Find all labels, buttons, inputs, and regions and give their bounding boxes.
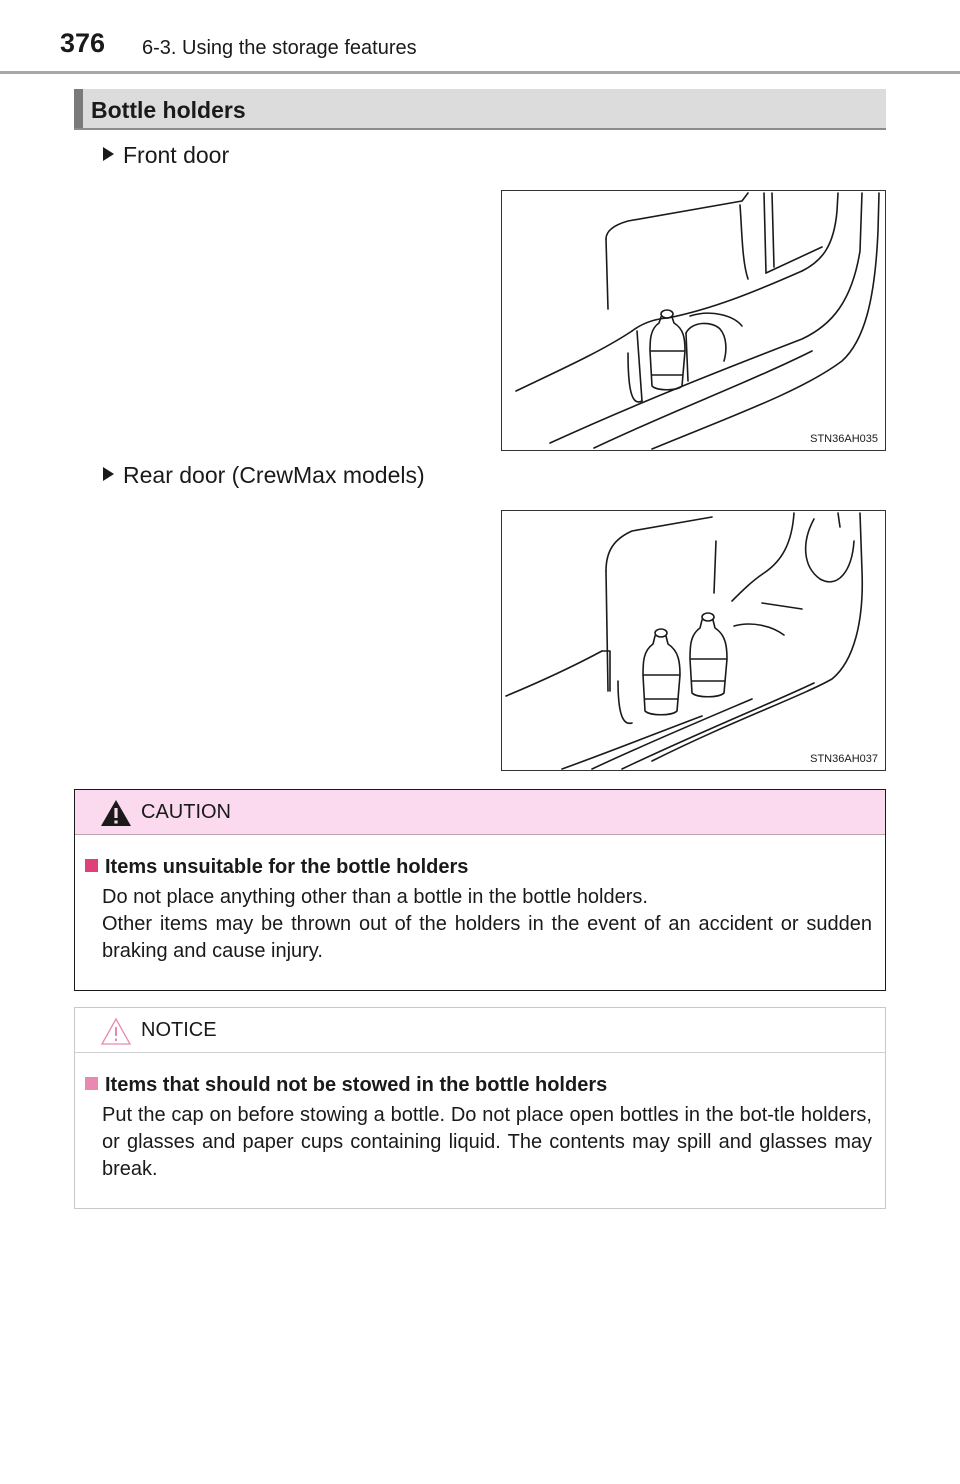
caution-heading: [85, 857, 468, 877]
notice-heading-text: Items that should not be stowed in the bottle holders: [105, 1074, 608, 1096]
notice-body: [102, 1102, 872, 1183]
header-rule: [0, 71, 960, 74]
item-label-rear-door: [103, 464, 425, 487]
notice-title: NOTICE: [141, 1019, 217, 1041]
figure-rear-door: [501, 510, 886, 771]
notice-box: [74, 1007, 886, 1209]
arrow-right-icon: [103, 467, 114, 481]
notice-header: [75, 1008, 885, 1053]
section-heading-text: Bottle holders: [91, 97, 246, 123]
caution-heading-text: Items unsuitable for the bottle holders: [105, 856, 469, 878]
arrow-right-icon: [103, 147, 114, 161]
item-label-text: Front door: [123, 142, 230, 168]
section-heading: [74, 89, 886, 130]
item-label-text: Rear door (CrewMax models): [123, 462, 425, 488]
caution-title: CAUTION: [141, 801, 231, 823]
section-path: 6-3. Using the storage features: [142, 37, 417, 59]
caution-header: [75, 790, 885, 835]
notice-triangle-icon: [99, 1016, 133, 1046]
caution-paragraph: Other items may be thrown out of the holders in the event of an accident or sudden braking and cause injury.: [102, 913, 872, 962]
warning-triangle-icon: [99, 798, 133, 828]
notice-paragraph: Put the cap on before stowing a bottle. Do not place open bottles in the bot-tle holders, or glasses and paper cups containing liquid. The contents may spill and glasses may break.: [102, 1104, 872, 1180]
figure-code: STN36AH037: [810, 753, 878, 765]
front-door-illustration: [502, 191, 886, 451]
square-bullet-icon: [85, 1077, 98, 1090]
figure-front-door: [501, 190, 886, 451]
notice-heading: [85, 1075, 607, 1095]
item-label-front-door: [103, 144, 229, 167]
square-bullet-icon: [85, 859, 98, 872]
rear-door-illustration: [502, 511, 886, 771]
caution-box: [74, 789, 886, 991]
caution-body: [102, 884, 872, 965]
page-number: 376: [60, 28, 106, 58]
figure-code: STN36AH035: [810, 433, 878, 445]
caution-paragraph: Do not place anything other than a bottle in the bottle holders.: [102, 886, 648, 908]
